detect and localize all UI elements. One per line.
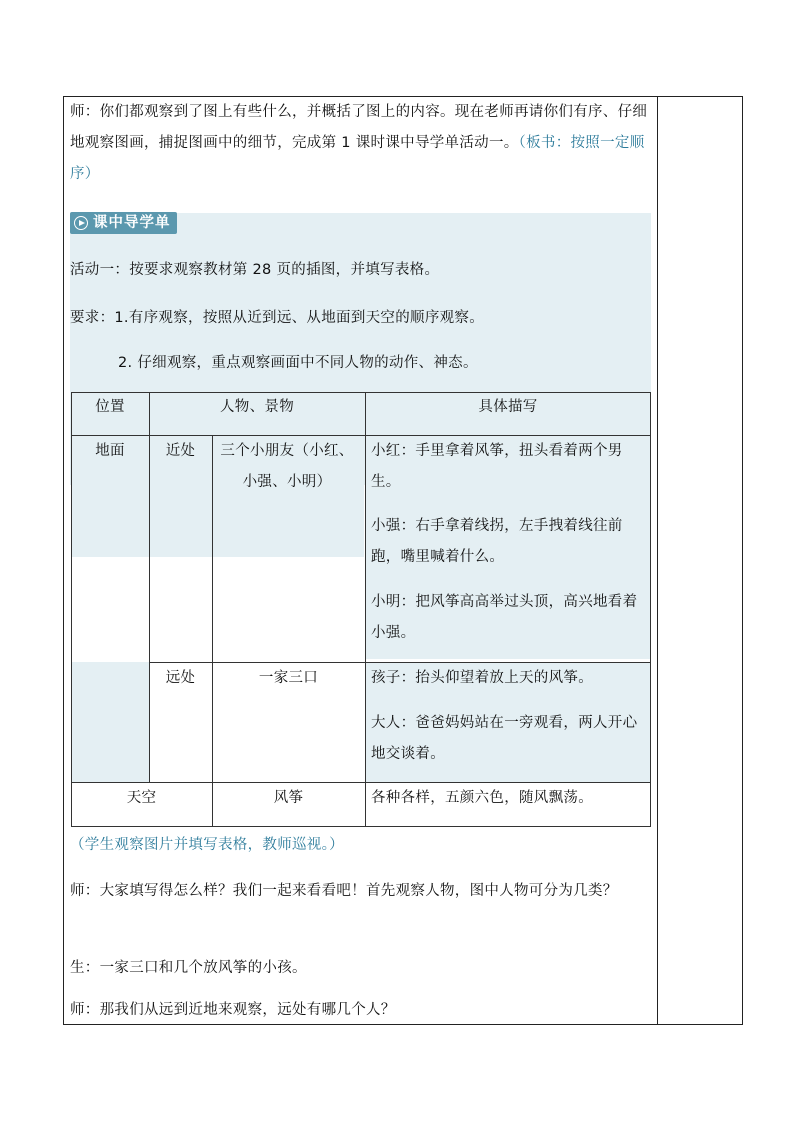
guide-sheet-badge (70, 212, 177, 234)
note-after-table: （学生观察图片并填写表格，教师巡视。） (70, 837, 344, 853)
blackboard-note: （板书：按照一定顺序） (70, 135, 645, 182)
table-line (212, 435, 213, 827)
desc-xiaohong: 小红：手里拿着风筝，扭头看着两个男生。 (371, 443, 623, 490)
cell-far-people: 一家三口 (258, 670, 319, 686)
side-column-divider (657, 96, 658, 1025)
header-description: 具体描写 (478, 399, 538, 415)
cell-sky-item: 风筝 (273, 790, 304, 806)
student-paragraph: 生：一家三口和几个放风筝的小孩。 (70, 960, 307, 976)
teacher-paragraph-2: 师：大家填写得怎么样？我们一起来看看吧！首先观察人物，图中人物可分为几类？ (70, 883, 618, 899)
cell-near: 近处 (165, 443, 196, 459)
table-line (365, 392, 366, 827)
requirement-2: 2. 仔细观察，重点观察画面中不同人物的动作、神态。 (118, 355, 478, 371)
teacher-paragraph-1: 师：你们都观察到了图上有些什么，并概括了图上的内容。现在老师再请你们有序、仔细地观察图画，捕捉图画中的细节，完成第 1 课时课中导学单活动一。（板书：按照一定顺序） (70, 104, 648, 182)
requirement-1: 要求：1.有序观察，按照从近到远、从地面到天空的顺序观察。 (70, 310, 485, 326)
teacher-paragraph-3: 师：那我们从远到近地来观察，远处有哪几个人？ (70, 1002, 396, 1018)
desc-sky: 各种各样，五颜六色，随风飘荡。 (371, 790, 593, 806)
cell-sky: 天空 (126, 790, 157, 806)
cell-far: 远处 (165, 670, 196, 686)
cell-near-people: 三个小朋友（小红、小强、小明） (220, 443, 354, 490)
table-line (650, 392, 651, 827)
desc-child: 孩子：抬头仰望着放上天的风筝。 (371, 670, 593, 686)
header-people-scenery: 人物、景物 (220, 399, 294, 415)
shade-ground-far (71, 662, 149, 782)
cell-ground: 地面 (95, 443, 125, 459)
desc-adults: 大人：爸爸妈妈站在一旁观看，两人开心地交谈着。 (371, 715, 638, 762)
activity-line: 活动一：按要求观察教材第 28 页的插图，并填写表格。 (70, 262, 440, 278)
observation-table (71, 392, 651, 832)
desc-xiaoqiang: 小强：右手拿着线拐，左手拽着线往前跑，嘴里喊着什么。 (371, 518, 623, 565)
badge-label: 课中导学单 (93, 215, 171, 231)
table-line (71, 826, 651, 827)
header-position: 位置 (95, 399, 125, 415)
desc-xiaoming: 小明：把风筝高高举过头顶，高兴地看着小强。 (371, 594, 638, 641)
play-circle-icon (74, 216, 88, 230)
